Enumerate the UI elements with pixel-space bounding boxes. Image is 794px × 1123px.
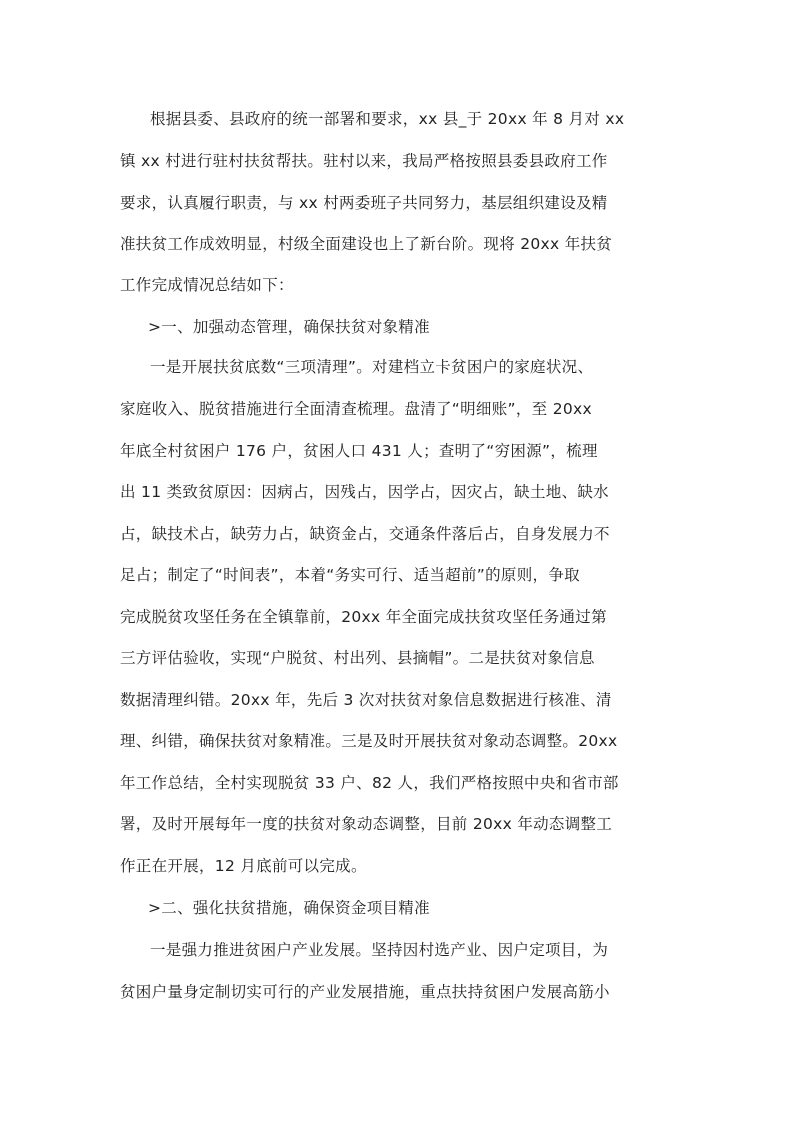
paragraph-line: 贫困户量身定制切实可行的产业发展措施，重点扶持贫困户发展高筋小 [120, 983, 610, 1001]
paragraph-line: 要求，认真履行职责，与 xx 村两委班子共同努力，基层组织建设及精 [120, 194, 608, 212]
paragraph-line: 准扶贫工作成效明显，村级全面建设也上了新台阶。现将 20xx 年扶贫 [120, 235, 613, 253]
paragraph-line: 根据县委、县政府的统一部署和要求，xx 县_于 20xx 年 8 月对 xx [150, 110, 625, 128]
paragraph-line: 出 11 类致贫原因：因病占，因残占，因学占，因灾占，缺土地、缺水 [120, 483, 609, 501]
paragraph-line: 一是强力推进贫困户产业发展。坚持因村选产业、因户定项目，为 [150, 941, 609, 959]
paragraph-line: 家庭收入、脱贫措施进行全面清查梳理。盘清了“明细账”，至 20xx [120, 400, 592, 418]
paragraph-line: 署，及时开展每年一度的扶贫对象动态调整，目前 20xx 年动态调整工 [120, 815, 613, 833]
paragraph-line: 占，缺技术占，缺劳力占，缺资金占，交通条件落后占，自身发展力不 [120, 525, 610, 543]
paragraph-line: 完成脱贫攻坚任务在全镇靠前，20xx 年全面完成扶贫攻坚任务通过第 [120, 608, 607, 626]
section-heading: >一、加强动态管理，确保扶贫对象精准 [148, 318, 430, 336]
paragraph-line: 一是开展扶贫底数“三项清理”。对建档立卡贫困户的家庭状况、 [150, 358, 594, 376]
section-heading: >二、强化扶贫措施，确保资金项目精准 [148, 899, 430, 917]
paragraph-line: 镇 xx 村进行驻村扶贫帮扶。驻村以来，我局严格按照县委县政府工作 [120, 152, 608, 170]
paragraph-line: 足占；制定了“时间表”，本着“务实可行、适当超前”的原则，争取 [120, 566, 580, 584]
paragraph-line: 数据清理纠错。20xx 年，先后 3 次对扶贫对象信息数据进行核准、清 [120, 691, 612, 709]
paragraph-line: 三方评估验收，实现“户脱贫、村出列、县摘帽”。二是扶贫对象信息 [120, 649, 595, 667]
paragraph-line: 工作完成情况总结如下： [120, 276, 294, 294]
paragraph-line: 作正在开展，12 月底前可以完成。 [120, 857, 367, 875]
paragraph-line: 理、纠错，确保扶贫对象精准。三是及时开展扶贫对象动态调整。20xx [120, 732, 618, 750]
paragraph-line: 年底全村贫困户 176 户，贫困人口 431 人；查明了“穷困源”，梳理 [120, 442, 598, 460]
paragraph-line: 年工作总结，全村实现脱贫 33 户、82 人，我们严格按照中央和省市部 [120, 774, 619, 792]
